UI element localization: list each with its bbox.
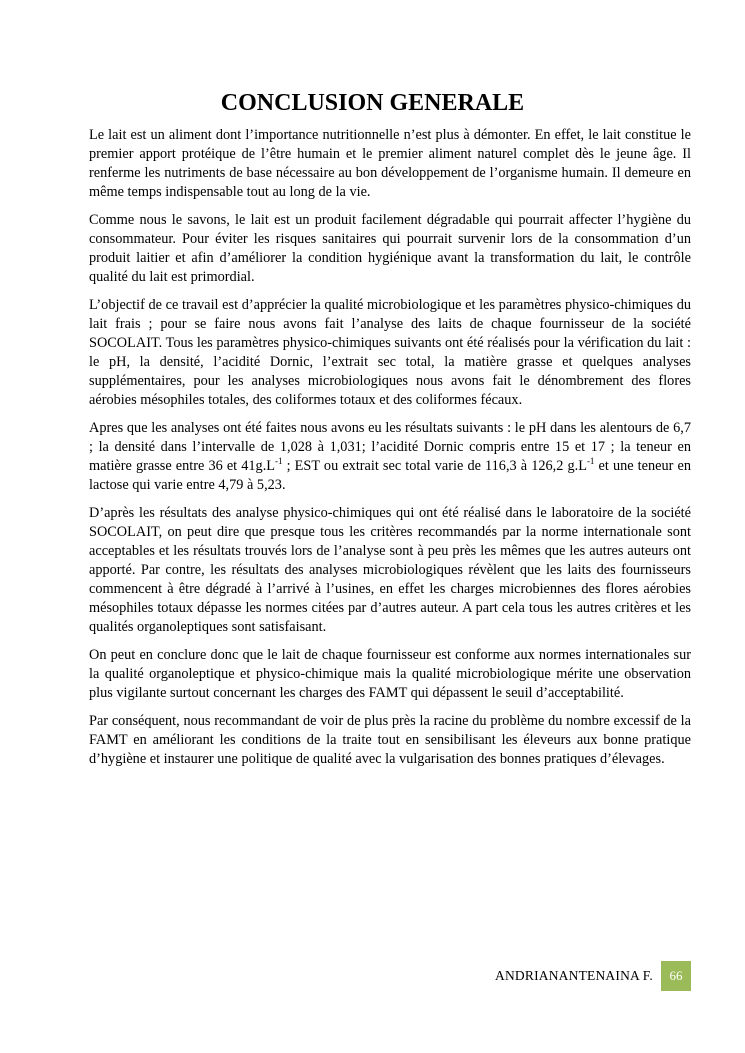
page-footer [495, 961, 691, 991]
paragraph-quality-control: Comme nous le savons, le lait est un produit facilement dégradable qui pourrait affecter l’hygiène du consommateur. Pour éviter les risques sanitaires qui pourrait survenir lors de la consommation d’un produit laitier et afin d’améliorer la condition hygiénique avant la transformation du lait, le contrôle qualité du lait est primordial. [89, 212, 691, 285]
footer-author: ANDRIANANTENAINA F. [495, 968, 653, 983]
paragraph-results [89, 419, 691, 495]
page-title: CONCLUSION GENERALE [220, 90, 525, 116]
unit-exponent: -1 [586, 456, 595, 467]
page-number-badge: 66 [661, 961, 691, 991]
paragraph-objective: L’objectif de ce travail est d’apprécier la qualité microbiologique et les paramètres physico-chimiques du lait frais ; pour se faire nous avons fait l’analyse des laits de chaque fournisseur de la société SOCOLAIT. Tous les paramètres physico-chimiques suivants ont été réalisés pour la vérification du lait : le pH, la densité, l’acidité Dornic, l’extrait sec total, la matière grasse et quelques analyses supplémentaires, pour les analyses microbiologiques nous avons fait le dénombrement des flores aérobies mésophiles totales, des coliformes totaux et des coliformes fécaux. [89, 297, 691, 408]
paragraph-discussion: D’après les résultats des analyse physico-chimiques qui ont été réalisé dans le laboratoire de la société SOCOLAIT, on peut dire que presque tous les critères recommandés par la norme internationale sont acceptables et les résultats trouvés lors de l’analyse sont à peu près les mêmes que les autres auteurs ont apporté. Par contre, les résultats des analyses microbiologiques révèlent que les laits des fournisseurs commencent à être dégradé à l’arrivé à l’usines, en effet les charges microbiennes des flores aérobies mésophiles totaux dépasse les normes citées par d’autres auteur. A part cela tous les autres critères et les qualités organoleptiques sont satisfaisant. [89, 505, 691, 635]
document-body [89, 126, 691, 778]
unit-exponent: -1 [275, 456, 283, 467]
paragraph-conclusion: On peut en conclure donc que le lait de chaque fournisseur est conforme aux normes internationales sur la qualité organoleptique et physico-chimique mais la qualité microbiologique mérite une observation plus vigilante surtout concernant les charges des FAMT qui dépassent le seuil d’acceptabilité. [89, 647, 691, 701]
results-text-part3: et une teneur en lactose qui varie entre 4,79 à 5,23. [89, 458, 691, 493]
results-text-part2: ; EST ou extrait sec total varie de 116,3 à 126,2 g.L [282, 458, 587, 474]
paragraph-recommendation: Par conséquent, nous recommandant de voir de plus près la racine du problème du nombre excessif de la FAMT en améliorant les conditions de la traite tout en sensibilisant les éleveurs aux bonne pratique d’hygiène et instaurer une politique de qualité avec la vulgarisation des bonnes pratiques d’élevages. [89, 713, 691, 767]
results-text-part1: Apres que les analyses ont été faites nous avons eu les résultats suivants : le pH dans les alentours de 6,7 ; la densité dans l’intervalle de 1,028 à 1,031; l’acidité Dornic compris entre 15 et 17 ; la teneur en matière grasse entre 36 et 41g.L [89, 420, 691, 474]
paragraph-introduction: Le lait est un aliment dont l’importance nutritionnelle n’est plus à démonter. En effet, le lait constitue le premier apport protéique de l’être humain et le premier aliment naturel complet dès le jeune âge. Il renferme les nutriments de base nécessaire au bon développement de l’organisme humain. Il demeure en même temps indispensable tout au long de la vie. [89, 127, 691, 200]
